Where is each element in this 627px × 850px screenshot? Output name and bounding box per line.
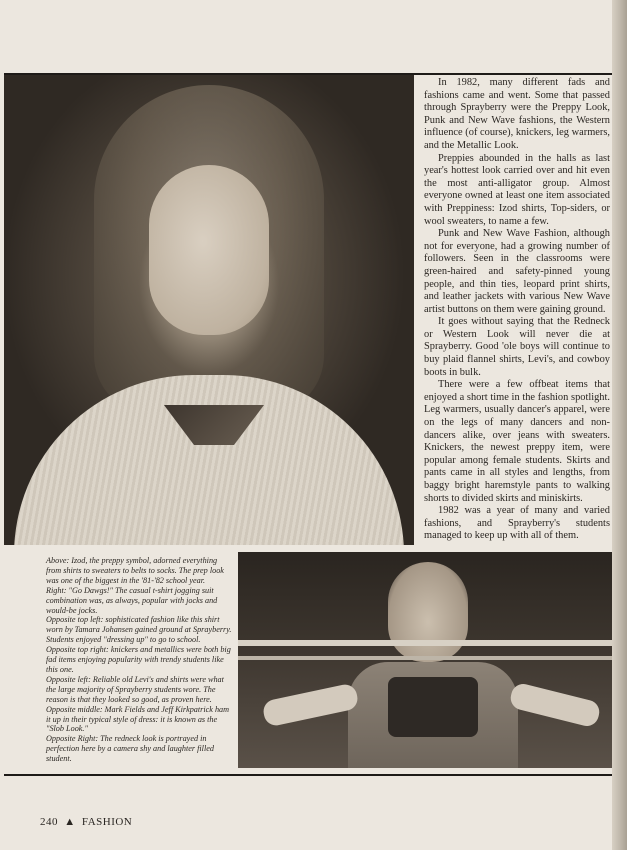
article-paragraph: It goes without saying that the Redneck or Western Look will never die at Sprayberry. Good 'ole boys will continue to buy plaid flannel shirts, Levi's, and cowboy boots in bulk. bbox=[424, 316, 610, 378]
article-paragraph: Punk and New Wave Fashion, although not for everyone, had a growing number of followers. Seen in the classrooms were green-haired and safety-pinned young people, and thin ties, leopard print shirts, and leather jackets with various New Wave artist buttons on them were gaining ground. bbox=[424, 228, 610, 315]
photo-right-arm-shape bbox=[508, 681, 602, 728]
caption-opposite-middle: Opposite middle: Mark Fields and Jeff Kirkpatrick ham it up in their typical style of dress: it is known as the "Slob Look." bbox=[46, 704, 230, 734]
photo-railing-shape bbox=[238, 640, 612, 646]
caption-opposite-top-left: Opposite top left: sophisticated fashion like this shirt worn by Tamara Johansen gained ground at Sprayberry. Students enjoyed "dressing up" to go to school. bbox=[46, 615, 232, 645]
triangle-marker-icon: ▲ bbox=[64, 816, 76, 828]
photo-sweater-shape bbox=[14, 375, 404, 545]
article-paragraph: In 1982, many different fads and fashions came and went. Some that passed through Sprayberry were the Preppy Look, Punk and New Wave fashions, the Western influence (of course), knickers, leg warmers, and the Metallic Look. bbox=[424, 77, 610, 151]
photo-captions bbox=[46, 556, 232, 764]
page-number: 240 bbox=[40, 816, 58, 828]
caption-right: Right: "Go Dawgs!" The casual t-shirt jogging suit combination was, as always, popular with jocks and would-be jocks. bbox=[46, 585, 218, 615]
photo-face-shape bbox=[149, 165, 269, 335]
photo-head-shape bbox=[388, 562, 468, 662]
photo-go-dawgs-student bbox=[238, 552, 612, 768]
caption-above: Above: Izod, the preppy symbol, adorned everything from shirts to sweaters to belts to socks. The prep look was one of the biggest in the '81-'82 school year. bbox=[46, 556, 224, 585]
page-folio bbox=[40, 816, 135, 828]
article-body bbox=[424, 77, 610, 543]
caption-opposite-left: Opposite left: Reliable old Levi's and shirts were what the large majority of Sprayberry students wore. The reason is that they looked so good, as proven here. bbox=[46, 674, 224, 704]
photo-shirt-print-shape bbox=[388, 677, 478, 737]
photo-left-arm-shape bbox=[261, 682, 359, 727]
photo-izod-sweater-portrait bbox=[4, 75, 414, 545]
caption-opposite-right: Opposite Right: The redneck look is portrayed in perfection here by a camera shy and laughter filled student. bbox=[46, 734, 214, 764]
page-edge-shadow bbox=[612, 0, 627, 850]
article-paragraph: There were a few offbeat items that enjoyed a short time in the fashion spotlight. Leg warmers, usually dancer's apparel, were on the legs of many dancers and non-dancers alike, over jeans with sweaters. Knickers, the newest preppy item, were popular among female students. Skirts and pants came in all styles and lengths, from baggy bright haremstyle pants to walking shorts to divided skirts and miniskirts. bbox=[424, 379, 610, 504]
bottom-rule bbox=[4, 774, 612, 776]
section-name: FASHION bbox=[81, 816, 133, 828]
photo-railing-lower-shape bbox=[238, 656, 612, 660]
article-paragraph: Preppies abounded in the halls as last year's hottest look carried over and hit even the most anti-alligator group. Almost everyone owned at least one item associated with Preppiness: Izod shirts, Top-siders, or wool sweaters, to name a few. bbox=[424, 152, 610, 227]
caption-opposite-top-right: Opposite top right: knickers and metallics were both big fad items enjoying popularity with trendy students like this one. bbox=[46, 645, 231, 674]
article-paragraph: 1982 was a year of many and varied fashions, and Sprayberry's students managed to keep up with all of them. bbox=[424, 505, 610, 542]
